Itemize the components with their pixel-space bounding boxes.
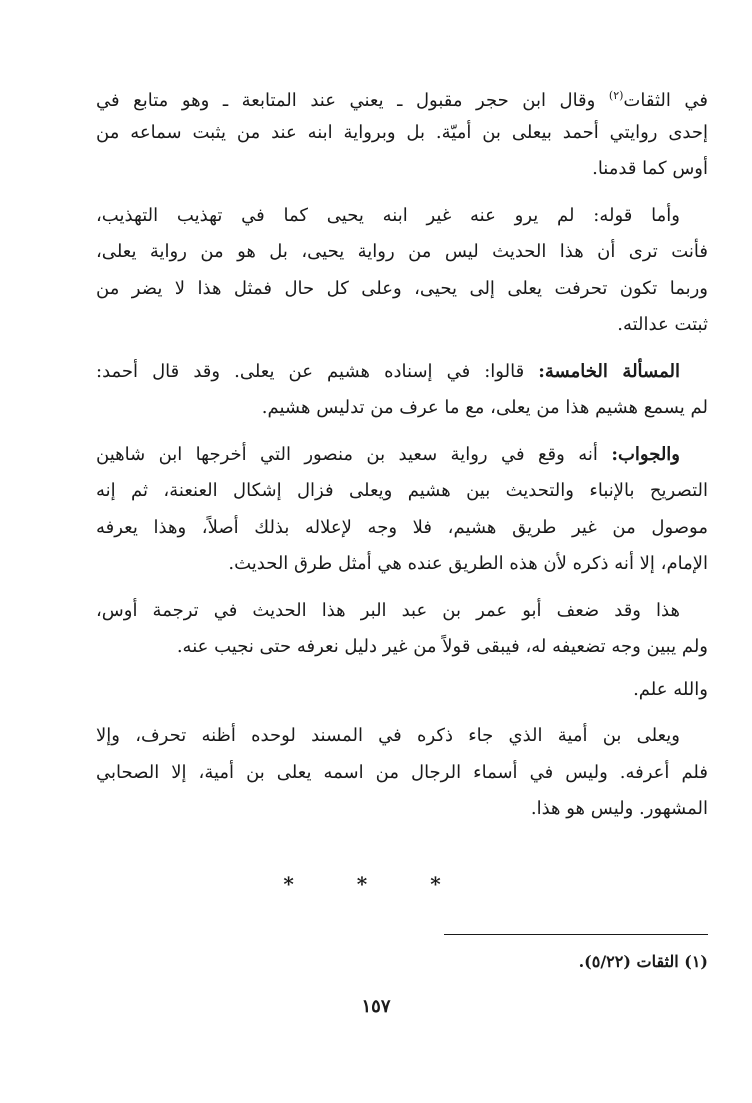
answer-heading: والجواب: (611, 443, 680, 465)
footnote-ref[interactable]: (٢) (608, 89, 624, 102)
main-text (96, 78, 708, 834)
text-line: إحدى روايتي أحمد بيعلى بن أميّة. بل وبرواية ابنه عند من يثبت سماعه من (96, 121, 708, 143)
text-line: ثبتت عدالته. (617, 314, 708, 335)
text-line: لم يسمع هشيم هذا من يعلى، مع ما عرف من تدليس هشيم. (261, 397, 708, 418)
page-number: ١٥٧ (361, 996, 391, 1017)
text-line: فأنت ترى أن هذا الحديث ليس من رواية يحيى، بل هو من رواية يعلى، (96, 241, 708, 262)
text-line: هذا وقد ضعف أبو عمر بن عبد البر هذا الحديث في ترجمة أوس، (96, 599, 680, 621)
line-text: وقال ابن حجر مقبول ـ يعني عند المتابعة ـ وهو متابع في (96, 90, 609, 111)
footnote-divider (444, 934, 708, 935)
paragraph-5 (96, 593, 708, 666)
text-line (96, 354, 708, 391)
footnote: (١) الثقات (٥/٢٢). (578, 952, 708, 971)
text-line: والله علم. (633, 678, 708, 700)
text-line: وأما قوله: لم يرو عنه غير ابنه يحيى كما في تهذيب التهذيب، (96, 204, 680, 226)
line-text: قالوا: في إسناده هشيم عن يعلى. وقد قال أحمد: (96, 360, 539, 382)
text-line: الإمام، إلا أنه ذكره لأن هذه الطريق عنده هي أمثل طرق الحديث. (228, 553, 708, 574)
text-line: التصريح بالإنباء والتحديث بين هشيم ويعلى فزال إشكال العنعنة، ثم إنه (96, 480, 708, 501)
text-line: أوس كما قدمنا. (592, 158, 708, 179)
text-line (96, 437, 708, 474)
text-line: وربما تكون تحرفت يعلى إلى يحيى، وعلى كل حال فمثل هذا لا يضر من (96, 277, 708, 299)
paragraph-4 (96, 437, 708, 583)
paragraph-7 (96, 718, 708, 828)
text-line: المشهور. وليس هو هذا. (530, 798, 708, 819)
paragraph-2 (96, 198, 708, 344)
line-text: في الثقات (623, 90, 708, 111)
section-heading: المسألة الخامسة: (538, 360, 680, 382)
paragraph-1 (96, 78, 708, 188)
text-line: ويعلى بن أمية الذي جاء ذكره في المسند لوحده أظنه تحرف، وإلا (96, 725, 681, 746)
text-line: فلم أعرفه. وليس في أسماء الرجال من اسمه يعلى بن أمية، إلا الصحابي (96, 761, 708, 783)
paragraph-6 (96, 672, 708, 709)
text-line: ولم يبين وجه تضعيفه له، فيبقى قولاً من غير دليل نعرفه حتى نجيب عنه. (176, 636, 708, 657)
text-line: موصول من غير طريق هشيم، فلا وجه لإعلاله بذلك أصلاً، وهذا يعرفه (96, 516, 708, 538)
section-separator: * * * (283, 872, 469, 896)
paragraph-3 (96, 354, 708, 427)
line-text: أنه وقع في رواية سعيد بن منصور التي أخرجها ابن شاهين (96, 443, 612, 465)
text-line (96, 78, 708, 115)
